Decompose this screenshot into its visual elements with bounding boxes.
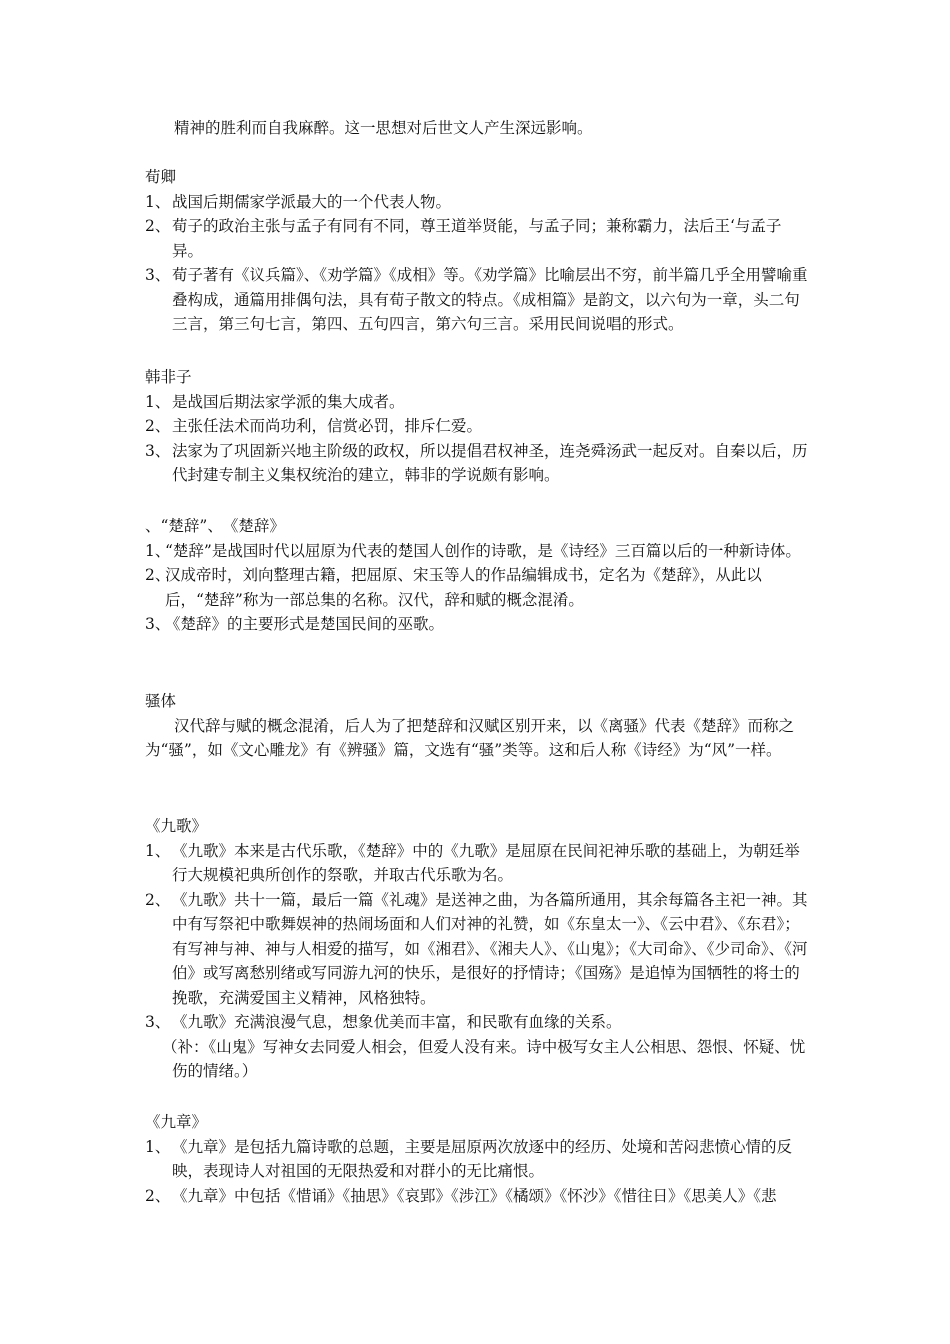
item-number: 1、 [145, 1137, 171, 1156]
list-item [145, 888, 810, 1011]
list-item [145, 190, 810, 215]
item-number: 2、 [145, 417, 171, 435]
list-item [145, 539, 810, 564]
section-heading: 《九章》 [145, 1113, 208, 1131]
list-item [145, 1135, 810, 1184]
supplement-note: （补：《山鬼》写神女去同爱人相会，但爱人没有来。诗中极写女主人公相思、怨恨、怀疑、忧伤的情绪。） [162, 1037, 806, 1080]
item-text: 《九歌》充满浪漫气息，想象优美而丰富，和民歌有血缘的关系。 [172, 1013, 622, 1031]
section-jiuzhang [145, 1110, 810, 1208]
item-number: 2、 [145, 217, 171, 235]
item-text: 荀子著有《议兵篇》、《劝学篇》《成相》等。《劝学篇》比喻层出不穷，前半篇几乎全用譬喻重叠构成，通篇用排偶句法，具有荀子散文的特点。《成相篇》是韵文，以六句为一章，头二句三言，第三句七言，第四、五句四言，第六句三言。采用民间说唱的形式。 [172, 266, 808, 333]
item-number: 2、 [145, 1186, 171, 1205]
item-text: 汉成帝时，刘向整理古籍，把屈原、宋玉等人的作品编辑成书，定名为《楚辞》，从此以后，“楚辞”称为一部总集的名称。汉代，辞和赋的概念混淆。 [165, 566, 762, 609]
item-text: 法家为了巩固新兴地主阶级的政权，所以提倡君权神圣，连尧舜汤武一起反对。自秦以后，历代封建专制主义集权统治的建立，韩非的学说颇有影响。 [172, 441, 808, 484]
item-number: 2、 [145, 566, 171, 584]
item-number: 3、 [145, 615, 171, 633]
list-item [145, 1010, 810, 1035]
item-text: 《九歌》共十一篇，最后一篇《礼魂》是送神之曲，为各篇所通用，其余每篇各主祀一神。其中有写祭祀中歌舞娱神的热闹场面和人们对神的礼赞，如《东皇太一》、《云中君》、《东君》；有写神与神、神与人相爱的描写，如《湘君》、《湘夫人》、《山鬼》；《大司命》、《少司命》、《河伯》或写离愁别绪或写同游九河的快乐，是很好的抒情诗；《国殇》是追悼为国牺牲的将士的挽歌，充满爱国主义精神，风格独特。 [172, 890, 808, 1007]
item-number: 1、 [145, 841, 171, 860]
list-item [145, 1184, 810, 1209]
item-text: 战国后期儒家学派最大的一个代表人物。 [172, 192, 452, 211]
list-item [145, 439, 810, 488]
item-text: 是战国后期法家学派的集大成者。 [172, 392, 405, 411]
item-number: 3、 [145, 441, 171, 460]
section-chuci [145, 514, 810, 637]
item-text: 荀子的政治主张与孟子有同有不同，尊王道举贤能，与孟子同；兼称霸力，法后王‘与孟子异。 [172, 217, 782, 260]
item-text: 《九歌》本来是古代乐歌，《楚辞》中的《九歌》是屈原在民间祀神乐歌的基础上，为朝廷举行大规模祀典所创作的祭歌，并取古代乐歌为名。 [172, 841, 800, 884]
section-saoti [145, 689, 810, 763]
item-number: 1、 [145, 392, 171, 411]
section-jiuge [145, 814, 810, 1084]
section-hanfeizi [145, 365, 810, 488]
item-text: 《九章》中包括《惜诵》《抽思》《哀郢》《涉江》《橘颂》《怀沙》《惜往日》《思美人》《悲 [172, 1186, 777, 1205]
section-heading: 荀卿 [145, 168, 177, 186]
list-item [145, 839, 810, 888]
item-number: 3、 [145, 1013, 171, 1031]
section-xunqing [145, 165, 810, 337]
item-number: 1、 [145, 192, 171, 211]
item-text: 《楚辞》的主要形式是楚国民间的巫歌。 [165, 615, 445, 633]
section-heading: 骚体 [145, 692, 177, 710]
section-heading: 韩非子 [145, 368, 192, 386]
section-heading: 、“楚辞”、 《楚辞》 [145, 517, 285, 535]
item-number: 2、 [145, 890, 171, 909]
item-number: 1、 [145, 541, 171, 560]
list-item [145, 612, 810, 637]
section-heading: 《九歌》 [145, 817, 208, 835]
list-item [145, 263, 810, 337]
item-text: 主张任法术而尚功利，信赏必罚，排斥仁爱。 [172, 417, 483, 435]
item-number: 3、 [145, 266, 171, 284]
list-item [145, 414, 810, 439]
item-text: “楚辞”是战国时代以屈原为代表的楚国人创作的诗歌，是《诗经》三百篇以后的一种新诗体。 [165, 541, 801, 560]
section-paragraph: 汉代辞与赋的概念混淆，后人为了把楚辞和汉赋区别开来，以《离骚》代表《楚辞》而称之为“骚”，如《文心雕龙》有《辨骚》篇，文选有“骚”类等。这和后人称《诗经》为“风”一样。 [145, 716, 795, 759]
intro-paragraph: 精神的胜利而自我麻醉。这一思想对后世文人产生深远影响。 [174, 119, 593, 137]
list-item [145, 214, 810, 263]
list-item [145, 390, 810, 415]
list-item [145, 563, 810, 612]
item-text: 《九章》是包括九篇诗歌的总题，主要是屈原两次放逐中的经历、处境和苦闷悲愤心情的反映，表现诗人对祖国的无限热爱和对群小的无比痛恨。 [172, 1137, 793, 1180]
